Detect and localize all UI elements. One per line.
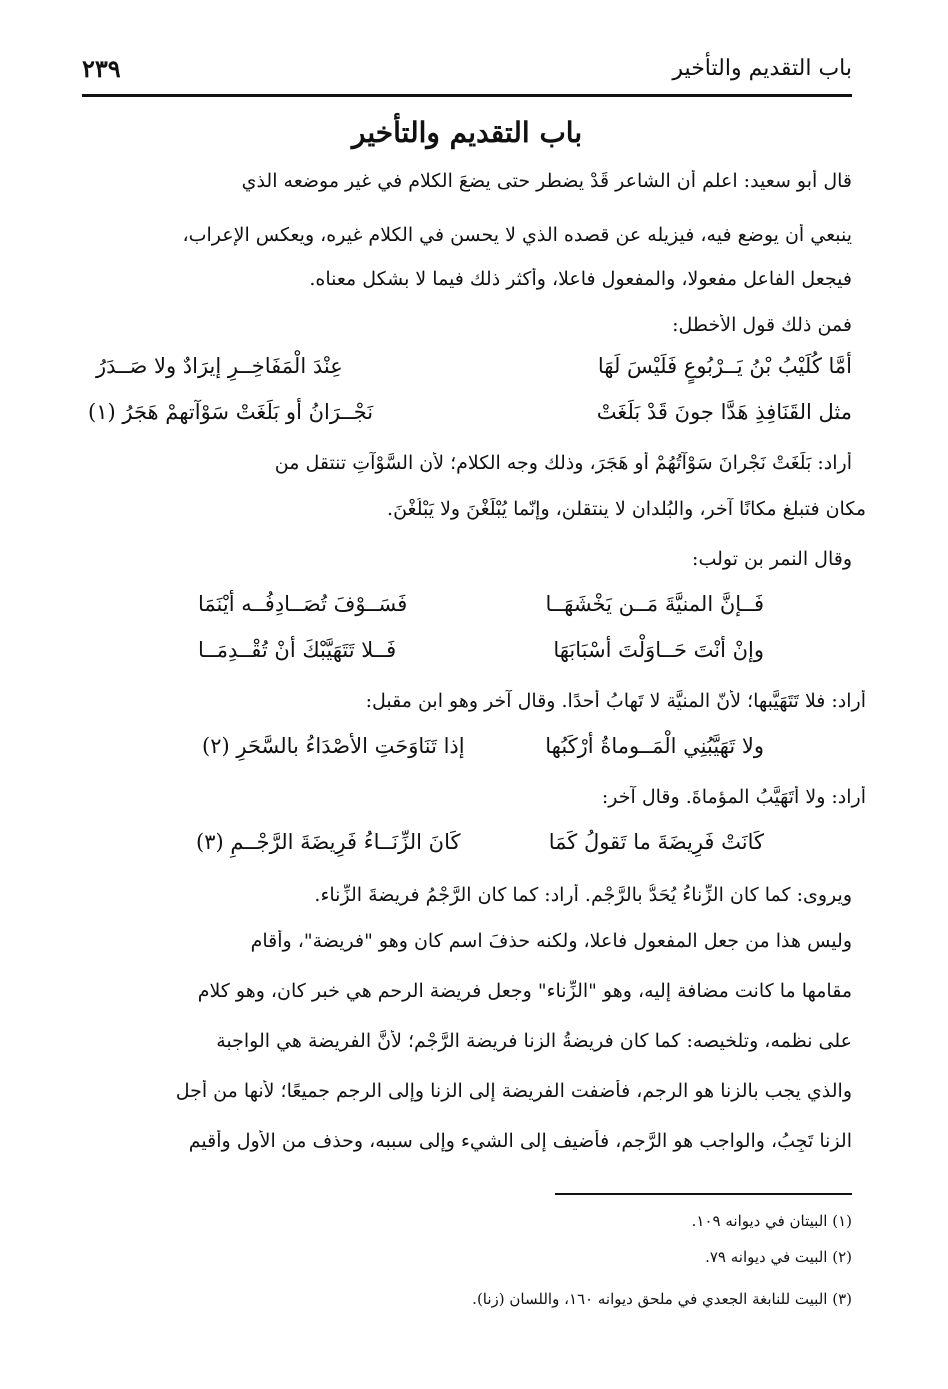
explanation-line: مكان فتبلغ مكانًا آخر، والبُلدان لا ينتقلن، وإنّما يُبْلَغْنَ ولا يَبْلُغْنَ. <box>387 498 866 520</box>
footnote: (٣) البيت للنابغة الجعدي في ملحق ديوانه ١٦٠، واللسان (زنا). <box>472 1290 852 1308</box>
verse-hemistich-first: فَــإنَّ المنيَّةَ مَــن يَخْشَهَــا <box>545 592 764 616</box>
verse-hemistich-second: فَسَــوْفَ تُصَــادِفُــه أيْنَمَا <box>198 592 408 616</box>
verse-hemistich-second: عِنْدَ الْمَفَاخِــرِ إيرَادٌ ولا صَــدَرُ <box>96 354 343 378</box>
body-line: والذي يجب بالزنا هو الرجم، فأضفت الفريضة إلى الزنا وإلى الرجم جميعًا؛ لأنها من أجل <box>175 1080 852 1102</box>
explanation-line: أراد: بَلَغَتْ نَجْرانَ سَوْآتُهُمْ أو هَجَرَ، وذلك وجه الكلام؛ لأن السَّوْآتِ تنتقل من <box>274 452 852 474</box>
lead-line: فمن ذلك قول الأخطل: <box>672 314 852 336</box>
verse-hemistich-first: كَانَتْ فَرِيضَةَ ما تَقولُ كَمَا <box>548 830 764 854</box>
verse-hemistich-first: وإنْ أنْتَ حَــاوَلْتَ أسْبَابَهَا <box>553 638 764 662</box>
intro-line: فيجعل الفاعل مفعولا، والمفعول فاعلا، وأكثر ذلك فيما لا بشكل معناه. <box>309 268 852 290</box>
verse-hemistich-first: مثل القَنَافِذِ هَدَّا جونَ قَدْ بَلَغَتْ <box>596 400 852 424</box>
body-line: على نظمه، وتلخيصه: كما كان فريضةُ الزنا فريضة الرَّجْم؛ لأنَّ الفريضة هي الواجبة <box>216 1030 852 1052</box>
lead-line: وقال النمر بن تولب: <box>692 548 852 570</box>
explanation-line: أراد: ولا أتَهَيَّبُ المؤماةَ. وقال آخر: <box>601 786 866 808</box>
body-line: الزنا تَجِبُ، والواجب هو الرَّجم، فأضيف إلى الشيء وإلى سببه، وحذف من الأول وأقيم <box>188 1130 852 1152</box>
verse-hemistich-second: فَــلا تَتَهَيَّبْكَ أنْ تُقْــدِمَــا <box>198 638 397 662</box>
footnote: (١) البيتان في ديوانه ١٠٩. <box>691 1212 852 1230</box>
footnote: (٢) البيت في ديوانه ٧٩. <box>705 1248 852 1266</box>
explanation-line: أراد: فلا تَتَهَيَّبها؛ لأنّ المنيَّة لا تَهابُ أحدًا. وقال آخر وهو ابن مقبل: <box>365 690 866 712</box>
verse-hemistich-second: كَانَ الزِّنَــاءُ فَرِيضَةَ الرَّجْــمِ (٣) <box>196 830 461 854</box>
footnote-divider <box>555 1193 852 1195</box>
intro-line: ينبعي أن يوضع فيه، فيزيله عن قصده الذي لا يحسن في الكلام غيره، ويعكس الإعراب، <box>182 224 852 246</box>
intro-line: قال أبو سعيد: اعلم أن الشاعر قَدْ يضطر حتى يضعَ الكلام في غير موضعه الذي <box>241 170 852 192</box>
running-header <box>82 52 852 92</box>
page-number: ٢٣٩ <box>82 54 121 83</box>
verse-hemistich-first: أمَّا كُلَيْبُ بْنُ يَــرْبُوعٍ فَلَيْسَ لَهَا <box>597 354 852 378</box>
chapter-title: باب التقديم والتأخير <box>351 116 583 149</box>
verse-hemistich-second: نَجْــرَانُ أو بَلَغَتْ سَوْآتهمْ هَجَرُ (١) <box>88 400 374 424</box>
verse-hemistich-second: إذا تَنَاوَحَتِ الأصْدَاءُ بالسَّحَرِ (٢) <box>202 734 465 758</box>
body-line: وليس هذا من جعل المفعول فاعلا، ولكنه حذفَ اسم كان وهو "فريضة"، وأقام <box>250 930 852 952</box>
explanation-line: ويروى: كما كان الزِّناءُ يُحَدُّ بالرَّجْم. أراد: كما كان الرَّجْمُ فريضةَ الزِّناء. <box>314 884 852 906</box>
header-divider <box>82 94 852 97</box>
body-line: مقامها ما كانت مضافة إليه، وهو "الزِّناء" وجعل فريضة الرحم هي خبر كان، وهو كلام <box>197 980 852 1002</box>
verse-hemistich-first: ولا تَهَيَّبُنِي الْمَــوماةُ أرْكَبُها <box>545 734 764 758</box>
running-header-title: باب التقديم والتأخير <box>672 56 852 81</box>
